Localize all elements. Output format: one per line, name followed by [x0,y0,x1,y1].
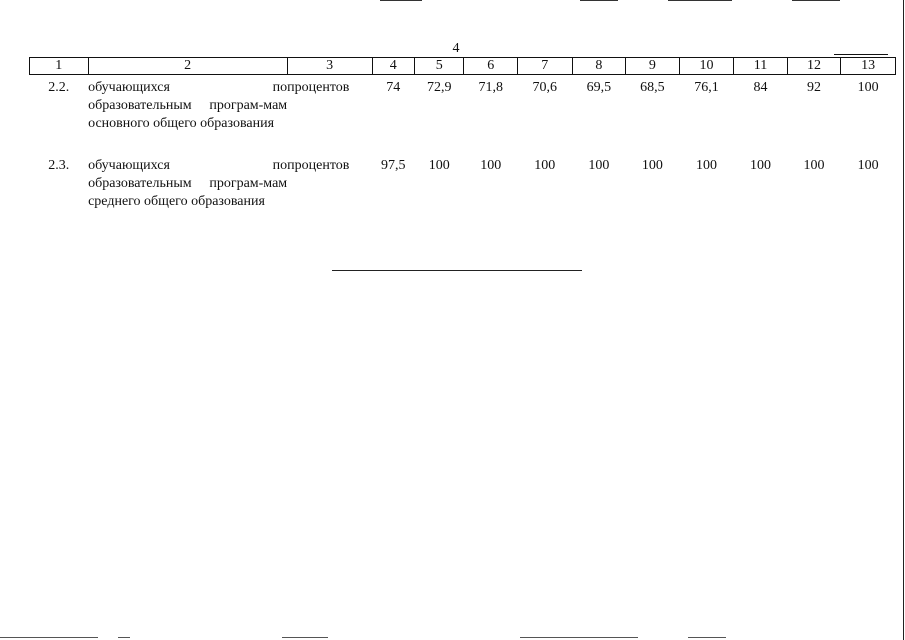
row-value: 70,6 [532,80,558,95]
row-value: 84 [753,80,768,95]
row-value: 76,1 [694,80,719,95]
row-value: 100 [480,158,502,173]
top-rule [834,54,888,55]
row-value: 92 [807,80,822,95]
scan-edge-top [0,0,905,2]
end-of-table-rule [332,270,582,271]
row-index: 2.2. [48,80,70,95]
column-header: 3 [287,58,372,75]
row-unit: процентов [287,158,350,173]
table-row [30,153,896,233]
column-header: 6 [464,58,518,75]
row-value: 100 [641,158,663,173]
column-header: 4 [372,58,414,75]
row-value: 72,9 [426,80,452,95]
row-value: 97,5 [381,158,406,173]
row-unit: процентов [287,80,350,95]
row-value: 100 [857,80,879,95]
column-header: 9 [626,58,680,75]
table-row [30,75,896,154]
indicator-table [29,57,896,233]
page-number: 4 [452,41,460,56]
column-header: 13 [841,58,896,75]
column-header: 10 [679,58,734,75]
scan-edge-right [903,0,904,640]
table-header-row [30,58,896,75]
row-value: 100 [428,158,450,173]
column-header: 8 [572,58,626,75]
row-value: 100 [588,158,610,173]
row-description: обучающихся по образовательным програм-мам среднего общего образования [88,158,288,209]
row-index: 2.3. [48,158,70,173]
row-value: 100 [695,158,717,173]
row-value: 100 [750,158,771,173]
column-header: 5 [414,58,464,75]
row-value: 100 [803,158,825,173]
row-value: 74 [386,80,401,95]
column-header: 2 [88,58,287,75]
row-description: обучающихся по образовательным програм-мам основного общего образования [88,80,288,131]
row-value: 71,8 [478,80,503,95]
row-value: 69,5 [586,80,612,95]
column-header: 7 [518,58,573,75]
row-value: 100 [857,158,879,173]
column-header: 1 [30,58,89,75]
row-value: 100 [534,158,556,173]
row-value: 68,5 [640,80,665,95]
column-header: 12 [787,58,841,75]
column-header: 11 [734,58,788,75]
